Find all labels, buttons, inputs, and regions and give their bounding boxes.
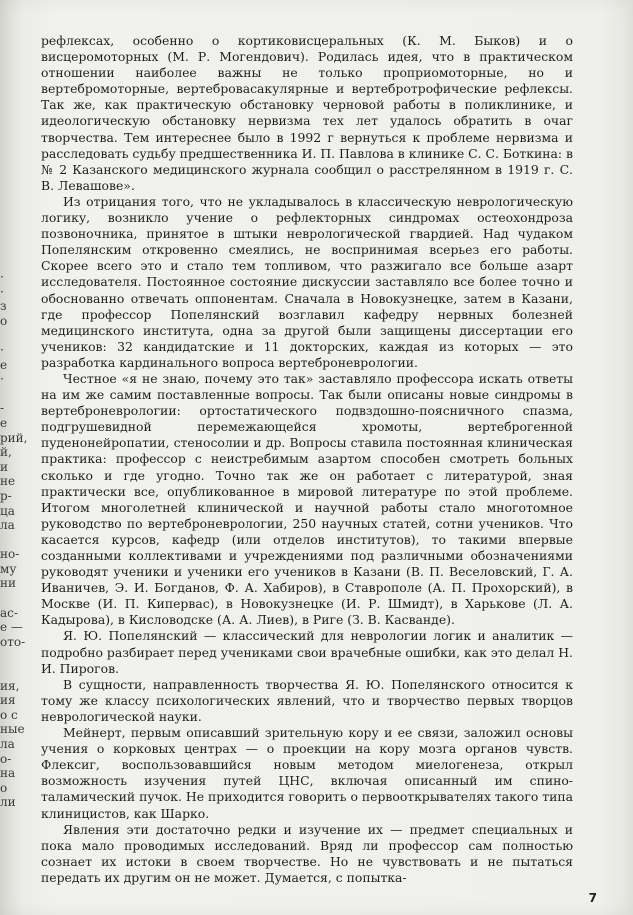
margin-fragment: ла [0,518,15,533]
paragraph-7: Явления эти достаточно редки и изучение их — предмет специальных и пока мало проводимых исследований. Вряд ли профессор сам полностью сознает их истоки в своем творчестве. Но не чувствовать и не пытаться передать их другим он не может. Думается, с попытка- [41,821,573,885]
margin-fragment [0,591,24,606]
margin-fragment: · [0,284,4,299]
margin-fragment: ас- [0,605,18,620]
left-margin-fragments [0,270,28,810]
margin-fragment: · [0,342,4,357]
margin-fragment: ия, [0,678,20,693]
margin-fragment: ия [0,693,16,708]
margin-fragment: ли [0,795,16,810]
margin-fragment [0,533,24,548]
margin-fragment [0,649,24,664]
margin-fragment: ца [0,503,15,518]
margin-fragment: ото- [0,634,26,649]
margin-fragment: рий, [0,430,28,445]
main-text-column [41,33,573,886]
margin-fragment: - [0,401,5,416]
margin-fragment: ла [0,737,15,751]
margin-fragment: о с [0,707,18,722]
margin-fragment: е [0,357,8,372]
margin-fragment: р- [0,488,12,503]
margin-fragment: о [0,780,12,795]
paragraph-1: рефлексах, особенно о кортиковисцеральных (К. М. Быков) и о висцеромоторных (М. Р. Могендович). Родилась идея, что в практическом отношении наиболее важны не только проприомоторные, но и вертебромоторные, вертебровасакулярные и вертебротрофические рефлексы. Так же, как практическую обстановку черновой работы в поликлинике, и идеологическую обстановку нервизма тех лет удалось обратить в очаг творчества. Тем интереснее было в 1992 г вернуться к проблеме нервизма и расследовать судьбу предшественника И. П. Павлова в клинике С. С. Боткина: в № 2 Казанского медицинского журнала сообщил о расстрелянном в 1919 г. С. В. Левашове». [41,33,573,193]
margin-fragment: · [0,270,4,284]
margin-fragment: · [0,372,4,387]
margin-fragment: е [0,415,8,430]
margin-fragment: на [0,766,16,781]
paragraph-3: Честное «я не знаю, почему это так» заставляло профессора искать ответы на им же самим поставленные вопросы. Так были описаны новые синдромы в вертеброневрологии: ортостатического подвздошно-поясничного спазма, подгрушевидной перемежающейся хромоты, вертеброгенной пуденонейропатии, стеносолии и др. Вопросы ставила постоянная клиническая практика: профессор с неистребимым азартом способен смотреть больных сколько и где угодно. Точно так же он работает с литературой, зная практически все, опубликованное в мировой литературе по этой проблеме. Итогом многолетней клинической и научной работы стало многотомное руководство по вертеброневрологии, 250 научных статей, сотни учеников. Что касается курсов, кафедр (или отделов институтов), то такими впервые созданными коллективами и учреждениями под различными обозначениями руководят ученики и ученики его учеников в Казани (В. П. Веселовский, Г. А. Иваничев, Э. И. Богданов, Ф. А. Хабиров), в Ставрополе (А. П. Прохорский), в Москве (И. П. Кипервас), в Новокузнецке (И. Р. Шмидт), в Харькове (Л. А. Кадырова), в Кисловодске (А. А. Лиев), в Риге (З. В. Касванде). [41,370,573,628]
margin-fragment: ни [0,576,16,591]
margin-fragment: о- [0,751,12,766]
margin-fragment: з [0,299,7,314]
margin-fragment: му [0,561,17,576]
margin-fragment: е — [0,620,23,635]
margin-fragment: й, [0,445,12,460]
margin-fragment: ные [0,722,25,737]
margin-fragment [0,387,24,402]
paragraph-5: В сущности, направленность творчества Я. Ю. Попелянского относится к тому же классу психологических явлений, что и творчество первых творцов неврологической науки. [41,676,573,724]
paragraph-6: Мейнерт, первым описавший зрительную кору и ее связи, заложил основы учения о корковых центрах — о проекции на кору мозга органов чувств. Флексиг, воспользовавшийся новым методом миелогенеза, открыл возможность изучения путей ЦНС, включая описанный им спино-таламический пучок. Не приходится говорить о первооткрывателях такого типа клиницистов, как Шарко. [41,725,573,821]
margin-fragment [0,328,24,343]
margin-fragment: не [0,474,16,489]
paragraph-2: Из отрицания того, что не укладывалось в классическую неврологическую логику, возникло учение о рефлекторных синдромах остеохондроза позвоночника, принятое в штыки неврологической гвардией. Над чудаком Попелянским откровенно смеялись, не воспринимая всерьез его работы. Скорее всего это и стало тем топливом, что разжигало все больше азарт исследователя. Постоянное состояние дискуссии заставляло все более точно и обоснованно отвечать оппонентам. Сначала в Новокузнецке, затем в Казани, где профессор Попелянский возглавил кафедру нервных болезней медицинского института, одна за другой были защищены диссертации его учеников: 32 кандидатские и 11 докторских, каждая из которых — это разработка кардинального вопроса вертеброневрологии. [41,193,573,370]
paragraph-4: Я. Ю. Попелянский — классический для неврологии логик и аналитик — подробно разбирает перед учениками свои врачебные ошибки, как это делал Н. И. Пирогов. [41,628,573,676]
margin-fragment: о [0,313,8,328]
margin-fragment: и [0,459,8,474]
page-number: 7 [588,891,597,905]
margin-fragment: но- [0,547,20,562]
margin-fragment [0,664,24,679]
